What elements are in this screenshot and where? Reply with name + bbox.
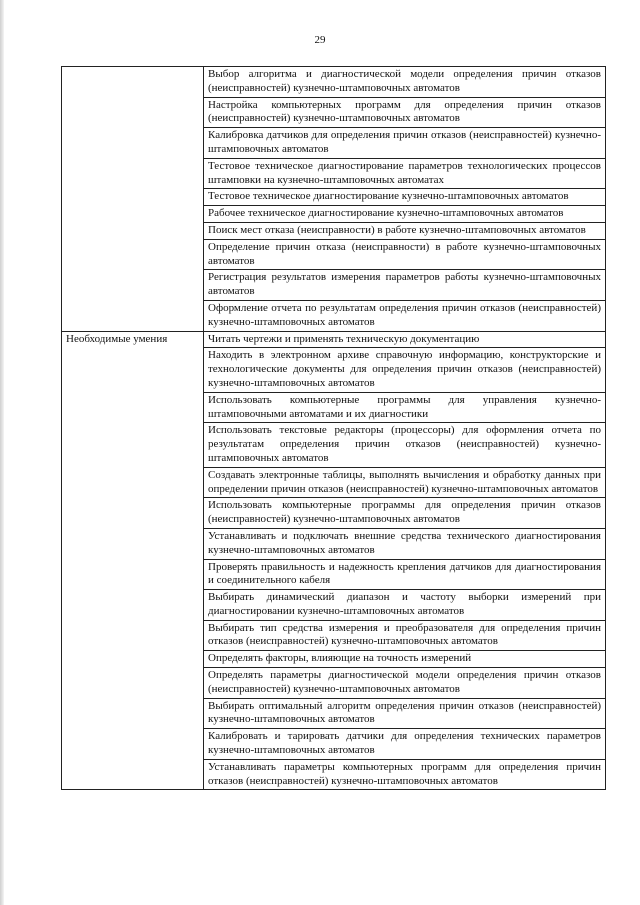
list-item: Создавать электронные таблицы, выполнять вычисления и обработку данных при определении причин отказов (неисправностей) кузнечно-штамповочных автоматов — [204, 467, 606, 498]
list-item: Выбор алгоритма и диагностической модели определения причин отказов (неисправностей) кузнечно-штамповочных автоматов — [204, 67, 606, 98]
list-item: Выбирать тип средства измерения и преобразователя для определения причин отказов (неисправностей) кузнечно-штамповочных автоматов — [204, 620, 606, 651]
list-item: Рабочее техническое диагностирование кузнечно-штамповочных автоматов — [204, 206, 606, 223]
list-item: Калибровка датчиков для определения причин отказов (неисправностей) кузнечно-штамповочных автоматов — [204, 128, 606, 159]
actions-label-cell — [62, 67, 204, 332]
page-number: 29 — [314, 34, 326, 46]
list-item: Тестовое техническое диагностирование кузнечно-штамповочных автоматов — [204, 189, 606, 206]
list-item: Оформление отчета по результатам определения причин отказов (неисправностей) кузнечно-штамповочных автоматов — [204, 300, 606, 331]
list-item: Устанавливать и подключать внешние средства технического диагностирования кузнечно-штамповочных автоматов — [204, 528, 606, 559]
skills-label: Необходимые умения — [62, 331, 204, 790]
table-row — [62, 67, 606, 98]
list-item: Выбирать оптимальный алгоритм определения причин отказов (неисправностей) кузнечно-штамповочных автоматов — [204, 698, 606, 729]
list-item: Тестовое техническое диагностирование параметров технологических процессов штамповки на кузнечно-штамповочных автоматах — [204, 158, 606, 189]
table-row — [62, 331, 606, 348]
scan-edge-shadow — [0, 0, 4, 905]
list-item: Находить в электронном архиве справочную информацию, конструкторские и технологические документы для определения причин отказов (неисправностей) кузнечно-штамповочных автоматов — [204, 348, 606, 392]
list-item: Использовать компьютерные программы для управления кузнечно-штамповочными автоматами и их диагностики — [204, 392, 606, 423]
list-item: Проверять правильность и надежность крепления датчиков для диагностирования и соединительного кабеля — [204, 559, 606, 590]
list-item: Устанавливать параметры компьютерных программ для определения причин отказов (неисправностей) кузнечно-штамповочных автоматов — [204, 759, 606, 790]
list-item: Калибровать и тарировать датчики для определения технических параметров кузнечно-штамповочных автоматов — [204, 729, 606, 760]
list-item: Выбирать динамический диапазон и частоту выборки измерений при диагностировании кузнечно-штамповочных автоматов — [204, 590, 606, 621]
list-item: Использовать компьютерные программы для определения причин отказов (неисправностей) кузнечно-штамповочных автоматов — [204, 498, 606, 529]
list-item: Регистрация результатов измерения параметров работы кузнечно-штамповочных автоматов — [204, 270, 606, 301]
list-item: Использовать текстовые редакторы (процессоры) для оформления отчета по результатам определения причин отказов (неисправностей) кузнечно-штамповочных автоматов — [204, 423, 606, 467]
list-item: Поиск мест отказа (неисправности) в работе кузнечно-штамповочных автоматов — [204, 222, 606, 239]
list-item: Определение причин отказа (неисправности) в работе кузнечно-штамповочных автоматов — [204, 239, 606, 270]
competency-table — [61, 66, 606, 790]
list-item: Определять параметры диагностической модели определения причин отказов (неисправностей) кузнечно-штамповочных автоматов — [204, 668, 606, 699]
list-item: Настройка компьютерных программ для определения причин отказов (неисправностей) кузнечно-штамповочных автоматов — [204, 97, 606, 128]
list-item: Определять факторы, влияющие на точность измерений — [204, 651, 606, 668]
list-item: Читать чертежи и применять техническую документацию — [204, 331, 606, 348]
